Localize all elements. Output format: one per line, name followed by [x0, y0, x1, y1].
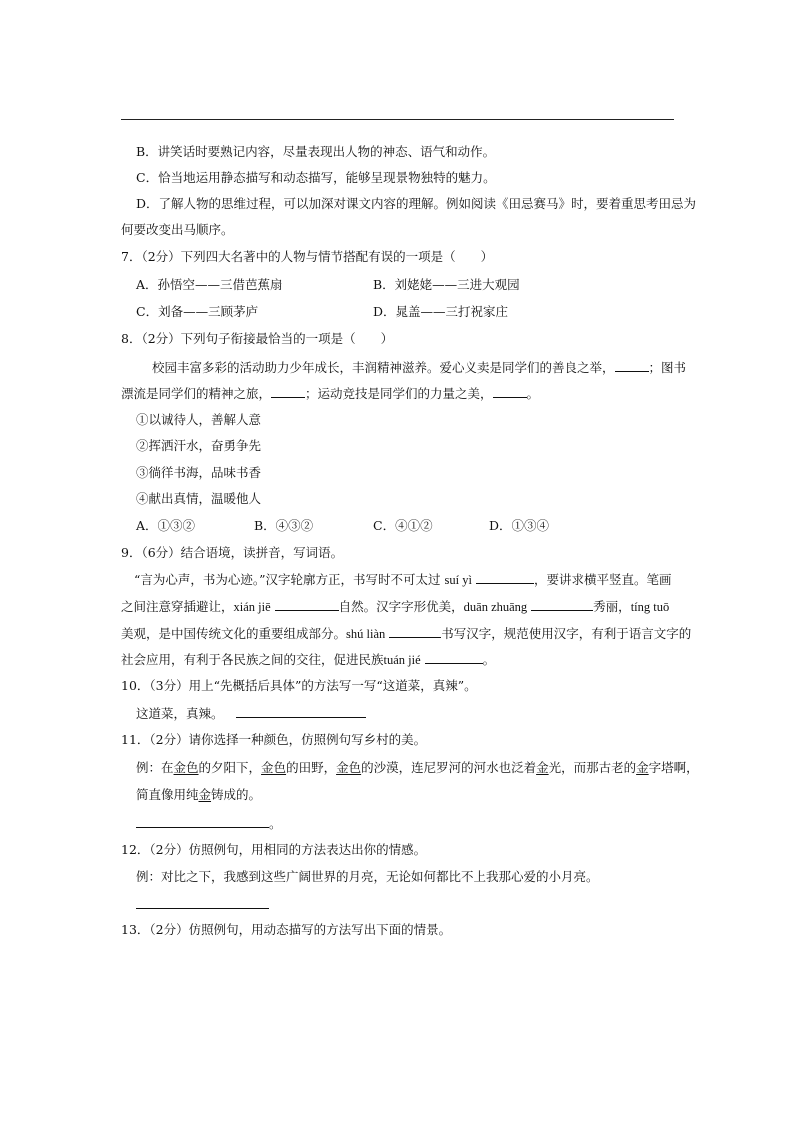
header-rule [121, 119, 674, 120]
q7-option-a: A．孙悟空——三借芭蕉扇 [136, 277, 283, 292]
q9-line4: 社会应用，有利于各民族之间的交往，促进民族tuán jié 。 [121, 652, 496, 667]
pinyin-duan-zhuang: duān zhuāng [463, 600, 528, 614]
q8-passage-line2: 漂流是同学们的精神之旅， ；运动竞技是同学们的力量之美， 。 [121, 386, 540, 401]
q7-option-c: C．刘备——三顾茅庐 [136, 304, 259, 319]
q8-choice-2: ②挥洒汗水，奋勇争先 [136, 438, 262, 453]
q8-choice-4: ④献出真情，温暖他人 [136, 491, 262, 506]
q9-line3: 美观，是中国传统文化的重要组成部分。shú liàn 书写汉字，规范使用汉字，有利于语言文字的 [121, 626, 692, 641]
q8-option-c: C．④①② [373, 518, 433, 533]
q11-example-line2: 简直像用纯金铸成的。 [136, 787, 262, 802]
q12-stem: 12．（2分）仿照例句，用相同的方法表达出你的情感。 [121, 842, 427, 857]
q7-option-d: D．晁盖——三打祝家庄 [373, 304, 509, 319]
pinyin-shu-lian: shú liàn [346, 627, 386, 641]
q6-option-d-line1: D．了解人物的思维过程，可以加深对课文内容的理解。例如阅读《田忌赛马》时，要着重思考田忌为 [136, 196, 697, 211]
q8-blank-1[interactable] [615, 358, 649, 372]
q11-answer-line: 。 [136, 814, 282, 833]
q8-option-d: D．①③④ [489, 518, 550, 533]
q10-answer-line: 这道菜，真辣。 [136, 704, 366, 723]
q11-example-line1: 例：在金色的夕阳下，金色的田野，金色的沙漠，连尼罗河的河水也泛着金光，而那古老的金字塔啊， [136, 760, 699, 775]
q9-line2: 之间注意穿插避让，xián jiē 自然。汉字字形优美，duān zhuāng 秀丽，tíng tuō [121, 599, 670, 614]
q8-choice-3: ③徜徉书海，品味书香 [136, 465, 262, 480]
q12-answer-blank[interactable] [136, 895, 269, 909]
q9-line1: “言为心声，书为心迹。”汉字轮廓方正，书写时不可太过 suí yì ，要讲求横平竖直。笔画 [134, 572, 672, 587]
q9-stem: 9．（6分）结合语境，读拼音，写词语。 [121, 545, 344, 560]
q13-stem: 13．（2分）仿照例句，用动态描写的方法写出下面的情景。 [121, 922, 452, 937]
q12-answer-line [136, 895, 269, 914]
q9-blank-5[interactable] [389, 624, 441, 638]
q6-option-d-line2: 何要改变出马顺序。 [121, 222, 234, 237]
pinyin-ting-tuo: tíng tuō [630, 600, 670, 614]
q9-blank-2[interactable] [275, 597, 339, 611]
q9-blank-1[interactable] [476, 570, 534, 584]
q8-blank-2[interactable] [271, 384, 305, 398]
q11-stem: 11．（2分）请你选择一种颜色，仿照例句写乡村的美。 [121, 732, 427, 747]
q7-option-b: B．刘姥姥——三进大观园 [373, 277, 520, 292]
q6-option-c: C．恰当地运用静态描写和动态描写，能够呈现景物独特的魅力。 [136, 170, 496, 185]
q8-option-a: A．①③② [136, 518, 196, 533]
q10-answer-blank[interactable] [236, 704, 366, 718]
q8-option-b: B．④③② [254, 518, 314, 533]
q9-blank-3[interactable] [531, 597, 593, 611]
q9-blank-6[interactable] [425, 650, 483, 664]
pinyin-xian-jie: xián jiē [233, 600, 271, 614]
q10-stem: 10．（3分）用上“先概括后具体”的方法写一写“这道菜，真辣”。 [121, 678, 477, 693]
q8-blank-3[interactable] [493, 384, 527, 398]
q6-option-b: B．讲笑话时要熟记内容，尽量表现出人物的神态、语气和动作。 [136, 144, 496, 159]
q8-stem: 8．（2分）下列句子衔接最恰当的一项是（ ） [121, 331, 394, 346]
q12-example: 例：对比之下，我感到这些广阔世界的月亮，无论如何都比不上我那心爱的小月亮。 [136, 869, 599, 884]
pinyin-tuan-jie: tuán jié [383, 653, 421, 667]
q11-answer-blank[interactable] [136, 814, 269, 828]
q8-passage-line1: 校园丰富多彩的活动助力少年成长，丰润精神滋养。爱心义卖是同学们的善良之举， ；图书 [152, 360, 687, 375]
q7-stem: 7．（2分）下列四大名著中的人物与情节搭配有误的一项是（ ） [121, 249, 494, 264]
q8-choice-1: ①以诚待人，善解人意 [136, 412, 262, 427]
pinyin-sui-yi: suí yì [444, 573, 472, 587]
